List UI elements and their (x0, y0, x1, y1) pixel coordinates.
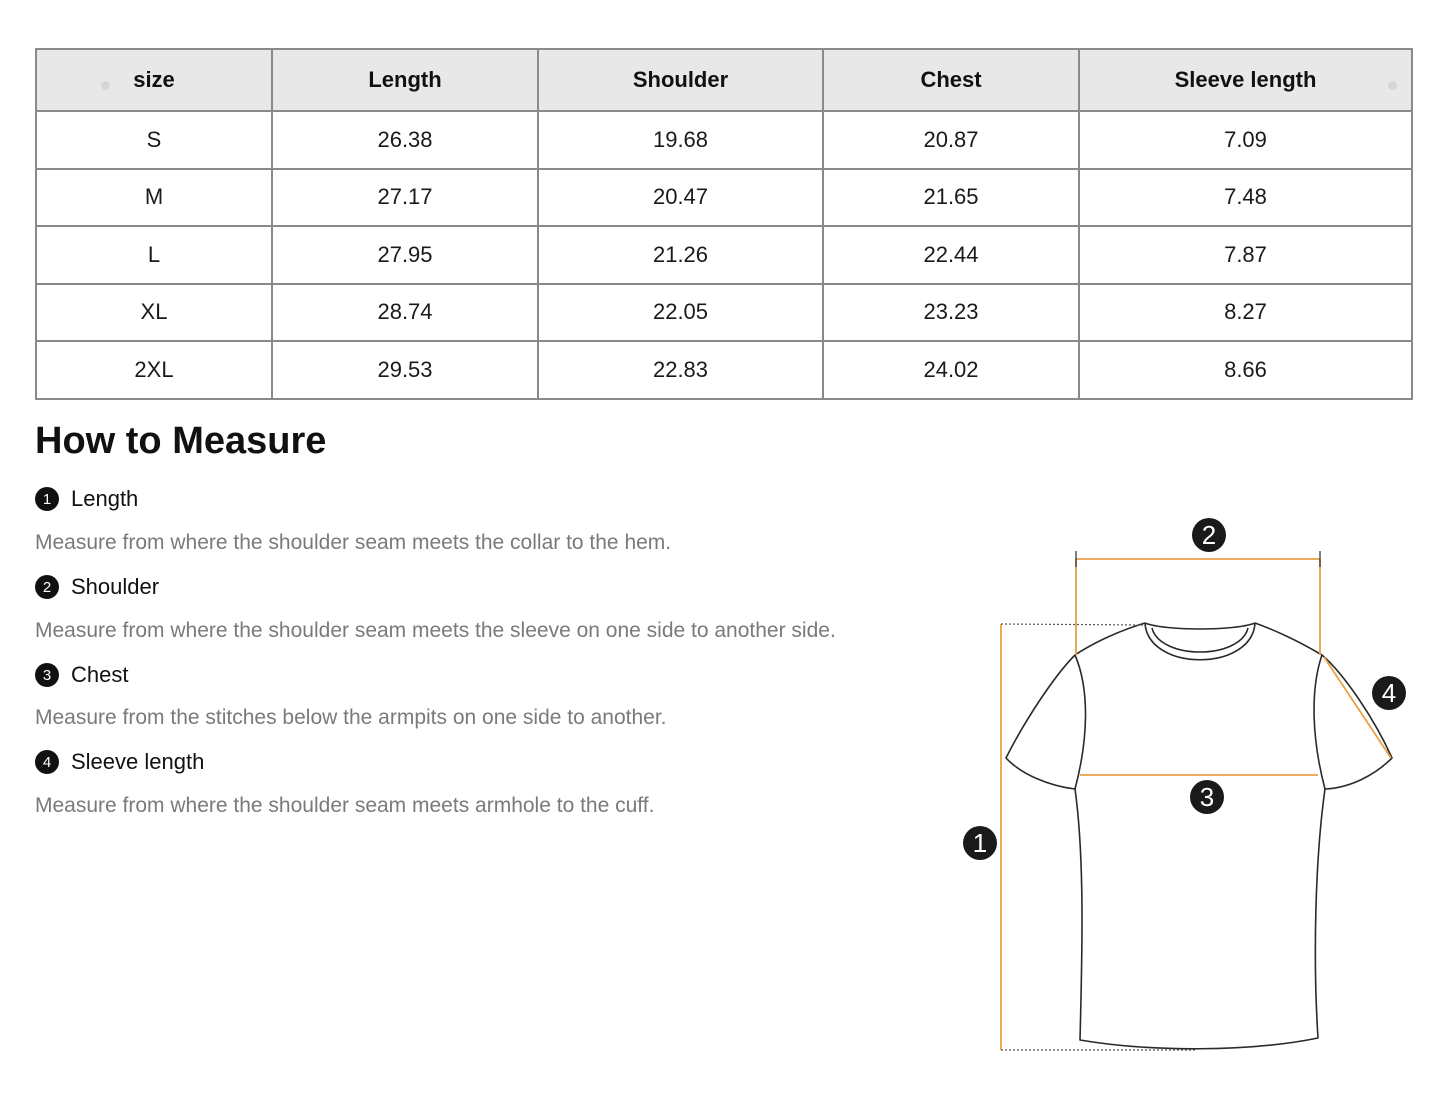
header-length: Length (272, 49, 538, 111)
cell-size: XL (36, 284, 272, 342)
table-row (36, 111, 1412, 169)
number-4-icon: 4 (35, 750, 59, 774)
marker-2-icon (1192, 518, 1226, 552)
tshirt-diagram (950, 505, 1420, 1065)
cell-chest: 21.65 (823, 169, 1079, 227)
cell-sleeve-length: 8.66 (1079, 341, 1412, 399)
measure-item-sleeve-length (35, 749, 204, 775)
header-size: size (36, 49, 272, 111)
measure-description: Measure from where the shoulder seam meets armhole to the cuff. (35, 794, 655, 817)
cell-chest: 20.87 (823, 111, 1079, 169)
svg-text:1: 1 (972, 828, 988, 858)
table-row (36, 341, 1412, 399)
header-sleeve-length: Sleeve length (1079, 49, 1412, 111)
cell-sleeve-length: 7.09 (1079, 111, 1412, 169)
measure-label: Chest (71, 662, 129, 687)
measure-label: Sleeve length (71, 749, 205, 774)
svg-text:2: 2 (1201, 520, 1217, 550)
cell-length: 27.17 (272, 169, 538, 227)
marker-1-icon (963, 826, 997, 860)
how-to-measure-title: How to Measure (35, 420, 327, 462)
cell-chest: 22.44 (823, 226, 1079, 284)
measure-item-chest (35, 662, 128, 688)
size-chart-table (35, 48, 1413, 400)
cell-shoulder: 20.47 (538, 169, 823, 227)
tshirt-outline-icon (1006, 623, 1392, 1049)
table-row (36, 169, 1412, 227)
cell-sleeve-length: 7.87 (1079, 226, 1412, 284)
number-2-icon: 2 (35, 575, 59, 599)
measure-label: Shoulder (71, 574, 160, 599)
cell-length: 28.74 (272, 284, 538, 342)
measure-description: Measure from the stitches below the armpits on one side to another. (35, 706, 667, 729)
header-shoulder: Shoulder (538, 49, 823, 111)
svg-text:4: 4 (1381, 678, 1397, 708)
header-chest: Chest (823, 49, 1079, 111)
decorative-dot-icon (1388, 81, 1397, 90)
measure-label: Length (71, 486, 139, 511)
cell-chest: 24.02 (823, 341, 1079, 399)
marker-3-icon (1190, 780, 1224, 814)
cell-shoulder: 22.05 (538, 284, 823, 342)
cell-chest: 23.23 (823, 284, 1079, 342)
cell-sleeve-length: 7.48 (1079, 169, 1412, 227)
cell-length: 27.95 (272, 226, 538, 284)
cell-size: M (36, 169, 272, 227)
cell-length: 26.38 (272, 111, 538, 169)
svg-text:3: 3 (1199, 782, 1215, 812)
length-guide-lines (1001, 624, 1195, 1050)
measure-description: Measure from where the shoulder seam meets the sleeve on one side to another side. (35, 619, 836, 642)
cell-size: S (36, 111, 272, 169)
marker-4-icon (1372, 676, 1406, 710)
cell-shoulder: 19.68 (538, 111, 823, 169)
cell-size: L (36, 226, 272, 284)
table-row (36, 226, 1412, 284)
measure-description: Measure from where the shoulder seam meets the collar to the hem. (35, 531, 672, 554)
cell-shoulder: 22.83 (538, 341, 823, 399)
cell-size: 2XL (36, 341, 272, 399)
cell-shoulder: 21.26 (538, 226, 823, 284)
table-row (36, 284, 1412, 342)
number-3-icon: 3 (35, 663, 59, 687)
measure-item-length (35, 486, 138, 512)
measure-item-shoulder (35, 574, 159, 600)
number-1-icon: 1 (35, 487, 59, 511)
cell-sleeve-length: 8.27 (1079, 284, 1412, 342)
table-header-row (36, 49, 1412, 111)
cell-length: 29.53 (272, 341, 538, 399)
decorative-dot-icon (101, 81, 110, 90)
